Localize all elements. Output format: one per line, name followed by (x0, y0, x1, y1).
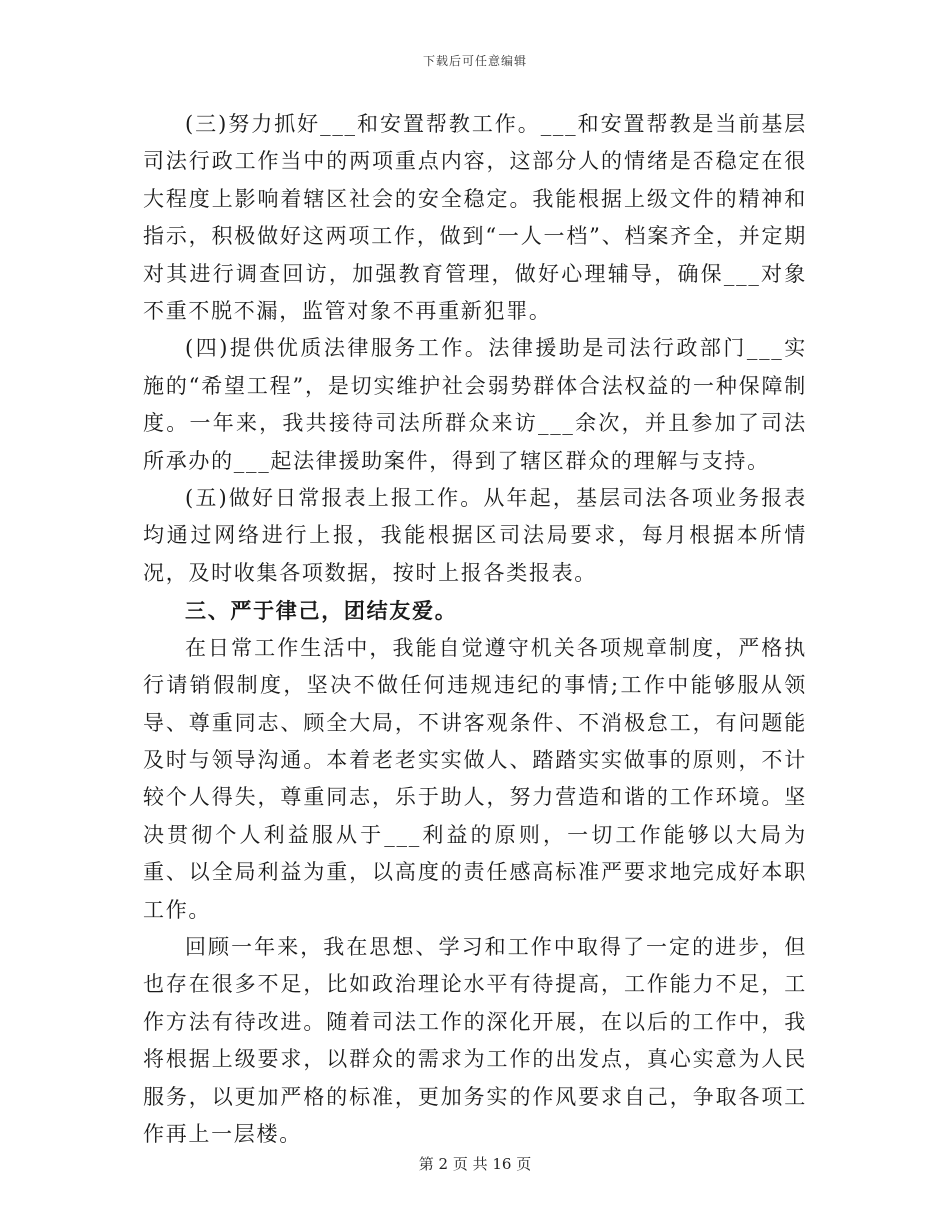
paragraph-daily-reports: (五)做好日常报表上报工作。从年起，基层司法各项业务报表均通过网络进行上报，我能根据区司法局要求，每月根据本所情况，及时收集各项数据，按时上报各类报表。 (143, 486, 807, 585)
paragraph-review: 回顾一年来，我在思想、学习和工作中取得了一定的进步，但也存在很多不足，比如政治理论水平有待提高，工作能力不足，工作方法有待改进。随着司法工作的深化开展，在以后的工作中，我将根据上级要求，以群众的需求为工作的出发点，真心实意为人民服务，以更加严格的标准，更加务实的作风要求自己，争取各项工作再上一层楼。 (143, 934, 807, 1146)
page-header: 下载后可任意编辑 (422, 54, 527, 68)
paragraph-assistance-education: (三)努力抓好___和安置帮教工作。___和安置帮教是当前基层司法行政工作当中的两项重点内容，这部分人的情绪是否稳定在很大程度上影响着辖区社会的安全稳定。我能根据上级文件的精神和指示，积极做好这两项工作，做到“一人一档”、档案齐全，并定期对其进行调查回访，加强教育管理，做好心理辅导，确保___对象不重不脱不漏，监管对象不再重新犯罪。 (143, 112, 807, 324)
paragraph-legal-service: (四)提供优质法律服务工作。法律援助是司法行政部门___实施的“希望工程”，是切实维护社会弱势群体合法权益的一种保障制度。一年来，我共接待司法所群众来访___余次，并且参加了司法所承办的___起法律援助案件，得到了辖区群众的理解与支持。 (143, 336, 807, 473)
paragraph-discipline: 在日常工作生活中，我能自觉遵守机关各项规章制度，严格执行请销假制度，坚决不做任何违规违纪的事情;工作中能够服从领导、尊重同志、顾全大局，不讲客观条件、不消极怠工，有问题能及时与领导沟通。本着老老实实做人、踏踏实实做事的原则，不计较个人得失，尊重同志，乐于助人，努力营造和谐的工作环境。坚决贯彻个人利益服从于___利益的原则，一切工作能够以大局为重、以全局利益为重，以高度的责任感高标准严要求地完成好本职工作。 (143, 635, 807, 922)
page-footer: 第 2 页 共 16 页 (418, 1155, 532, 1173)
section-heading-discipline: 三、严于律己，团结友爱。 (185, 598, 458, 624)
document-body (143, 106, 807, 1153)
